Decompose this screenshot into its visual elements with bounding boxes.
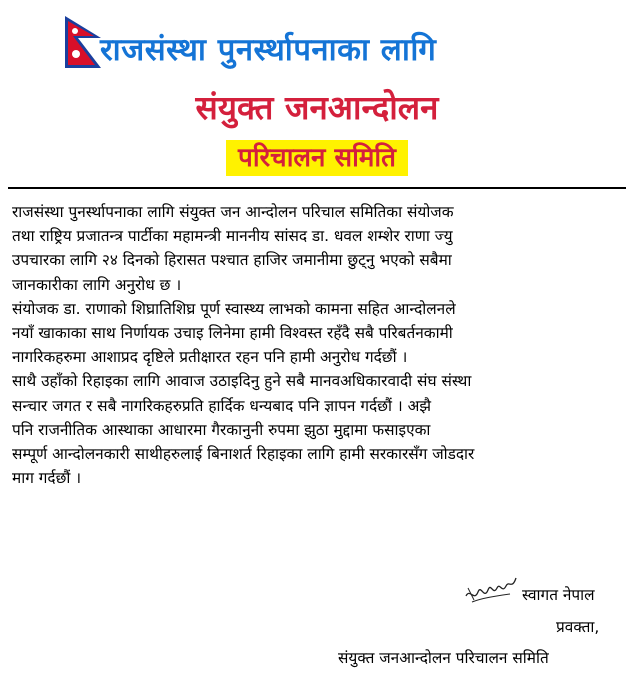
body-line: साथै उहाँको रिहाइका लागि आवाज उठाइदिनु हुने सबै मानवअधिकारवादी संघ संस्था <box>12 372 472 391</box>
body-line: सम्पूर्ण आन्दोलनकारी साथीहरुलाई बिनाशर्त रिहाइका लागि हामी सरकारसँग जोडदार <box>12 444 475 463</box>
body-line: पनि राजनीतिक आस्थाका आधारमा गैरकानुनी रुपमा झुठा मुद्दामा फसाइएका <box>12 420 431 439</box>
body-line: उपचारका लागि २४ दिनको हिरासत पश्चात हाजिर जमानीमा छुट्नु भएको सबैमा <box>12 251 452 270</box>
body-line: नागरिकहरुमा आशाप्रद दृष्टिले प्रतीक्षारत रहन पनि हामी अनुरोध गर्दछौं । <box>12 348 408 367</box>
press-release-body <box>12 200 624 490</box>
signatory-role: प्रवक्ता, <box>556 618 600 636</box>
body-line: संयोजक डा. राणाको शिघ्रातिशिघ्र पूर्ण स्वास्थ्य लाभको कामना सहित आन्दोलनले <box>12 299 456 318</box>
nepal-flag-icon <box>62 14 104 72</box>
body-line: राजसंस्था पुनर्स्थापनाका लागि संयुक्त जन आन्दोलन परिचाल समितिका संयोजक <box>12 203 454 221</box>
body-line: माग गर्दछौं । <box>12 469 82 488</box>
header-title-line3: परिचालन समिति <box>226 140 408 176</box>
body-line: नयाँ खाकाका साथ निर्णायक उचाइ लिनेमा हामी विश्वस्त रहँदै सबै परिबर्तनकामी <box>12 323 453 342</box>
body-line: सन्चार जगत र सबै नागरिकहरुप्रति हार्दिक धन्यबाद पनि ज्ञापन गर्दछौं । अझै <box>12 396 431 415</box>
signatory-name: स्वागत नेपाल <box>522 586 595 604</box>
body-line: तथा राष्ट्रिय प्रजातन्त्र पार्टीका महामन्त्री माननीय सांसद डा. धवल शम्शेर राणा ज्यु <box>12 227 453 246</box>
body-line: जानकारीका लागि अनुरोध छ । <box>12 275 182 294</box>
header-title-line1: राजसंस्था पुनर्स्थापनाका लागि <box>100 32 437 68</box>
header-title-line2: संयुक्त जनआन्दोलन <box>195 88 439 127</box>
header-title-line3-wrap <box>0 140 634 176</box>
header-divider <box>8 187 626 189</box>
signatory-organization: संयुक्त जनआन्दोलन परिचालन समिति <box>338 649 549 667</box>
handwritten-signature-icon <box>462 574 522 608</box>
